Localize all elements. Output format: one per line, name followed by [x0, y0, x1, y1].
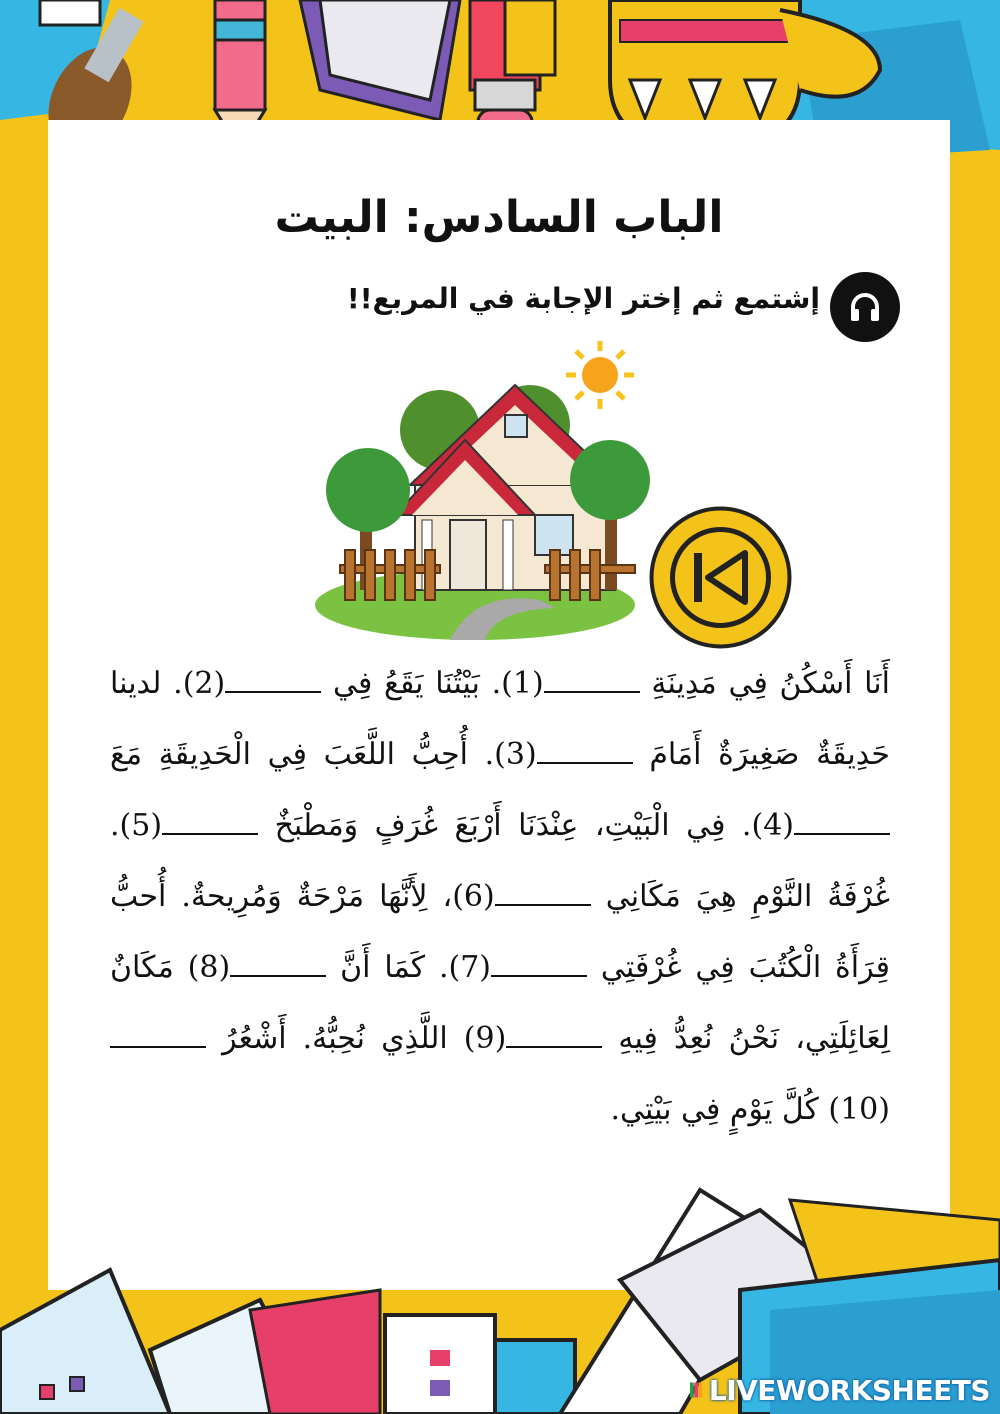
passage-text: (2). لدينا حَدِيقَةٌ صَغِيرَةٌ أَمَامَ — [110, 666, 890, 772]
passage-text: (6)، لِأَنَّهَا مَرْحَةٌ وَمُرِيحةٌ. أُحبُّ قِرَأَةُ الْكُتُبَ فِي غُرْفَتِي — [110, 879, 890, 985]
answer-blank-9[interactable] — [506, 1024, 602, 1048]
passage-text: (4). فِي الْبَيْتِ، عِنْدَنَا أَرْبَعَ غُرَفٍ وَمَطْبَخٌ — [258, 808, 794, 843]
watermark-text: LIVEWORKSHEETS — [708, 1373, 990, 1407]
instruction-text: إشتمع ثم إختر الإجابة في المربع!! — [346, 282, 820, 315]
answer-blank-5[interactable] — [162, 811, 258, 835]
page-title: الباب السادس: البيت — [274, 192, 724, 243]
passage-text: أَنَا أَسْكُنُ فِي مَدِينَةِ — [639, 666, 890, 701]
passage-paragraph — [110, 648, 890, 1145]
answer-blank-1[interactable] — [544, 669, 640, 693]
passage-text: (1). بَيْتُنَا يَقَعُ فِي — [321, 666, 544, 701]
passage-text: (3). أُحِبُّ اللَّعَبَ فِي الْحَدِيقَةِ مَعَ — [110, 737, 537, 772]
audio-play-button[interactable] — [830, 272, 900, 342]
liveworksheets-watermark — [690, 1372, 990, 1408]
passage-text: (7). كَمَا أَنَّ — [326, 950, 492, 985]
answer-blank-4[interactable] — [794, 811, 890, 835]
answer-blank-3[interactable] — [537, 740, 633, 764]
passage-text: (5). غُرْفَةُ النَّوْمِ هِيَ مَكَانِي — [110, 808, 890, 914]
liveworksheets-logo-icon — [690, 1376, 703, 1404]
skip-back-icon — [648, 505, 793, 650]
answer-blank-6[interactable] — [495, 882, 591, 906]
answer-blank-2[interactable] — [225, 669, 321, 693]
passage — [110, 648, 890, 1145]
passage-text: (10) كُلَّ يَوْمٍ فِي بَيْتِي. — [610, 1092, 890, 1127]
answer-blank-8[interactable] — [230, 953, 326, 977]
passage-text: (9) اللَّذِي نُحِبُّهُ. أَشْعُرُ — [206, 1021, 507, 1056]
answer-blank-10[interactable] — [110, 1024, 206, 1048]
restart-audio-button[interactable] — [648, 505, 793, 650]
answer-blank-7[interactable] — [491, 953, 587, 977]
headphones-icon — [845, 287, 885, 327]
passage-text: (8) مَكَانٌ لِعَائِلَتِي، نَحْنُ نُعِدُّ فِيهِ — [110, 950, 890, 1056]
house-illustration — [300, 340, 650, 645]
